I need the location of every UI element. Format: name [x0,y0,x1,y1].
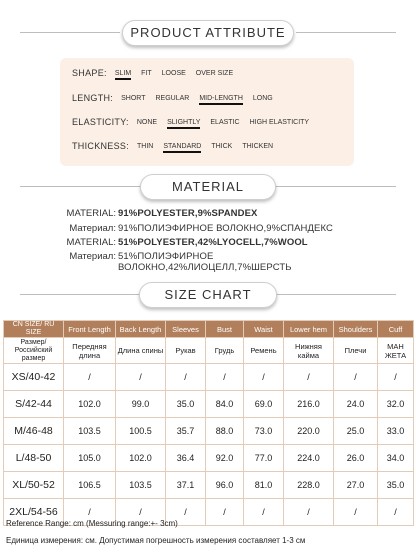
table-cell: 220.0 [284,418,334,445]
attribute-option: FIT [141,69,152,77]
table-cell: 103.5 [116,472,166,499]
material-value: 51%POLYESTER,42%LYOCELL,7%WOOL [118,237,308,248]
attribute-row-shape [72,68,243,78]
material-key: Материал: [69,251,116,262]
table-cell: 33.0 [378,418,414,445]
footer-reference-range-ru: Единица измерения: см. Допустимая погрешность измерения составляет 1-3 см [6,536,306,545]
header-cell: Передняя длина [64,338,116,364]
attribute-option: OVER SIZE [195,69,234,77]
table-cell: 34.0 [378,445,414,472]
header-cell: Ремень [244,338,284,364]
table-cell: / [116,364,166,391]
material-value: 91%ПОЛИЭФИРНОЕ ВОЛОКНО,9%СПАНДЕКС [118,223,333,234]
table-cell: 92.0 [206,445,244,472]
attribute-label: THICKNESS: [72,141,130,151]
attribute-option-selected: MID-LENGTH [199,94,243,102]
table-cell: 102.0 [64,391,116,418]
attribute-label: ELASTICITY: [72,117,129,127]
table-cell: 81.0 [244,472,284,499]
table-cell: 99.0 [116,391,166,418]
table-cell: 224.0 [284,445,334,472]
material-value: 51%ПОЛИЭФИРНОЕ ВОЛОКНО,42%ЛИОЦЕЛЛ,7%ШЕРСТЬ [118,251,292,273]
divider-line [276,186,396,187]
table-cell: / [244,499,284,526]
header-cell: Рукав [166,338,206,364]
divider-line [20,32,120,33]
material-key: MATERIAL: [66,237,116,248]
table-cell: 35.0 [378,472,414,499]
table-cell: / [64,364,116,391]
table-row [4,472,414,499]
attribute-label: LENGTH: [72,93,114,103]
table-cell: 103.5 [64,418,116,445]
table-cell: 100.5 [116,418,166,445]
table-row [4,364,414,391]
header-cell: Нижняя кайма [284,338,334,364]
header-cell: Front Length [64,321,116,338]
divider-line [20,294,140,295]
table-cell: 216.0 [284,391,334,418]
attribute-option: NONE [136,118,158,126]
table-row [4,391,414,418]
header-cell: Bust [206,321,244,338]
table-cell: / [378,499,414,526]
material-key: Материал: [69,223,116,234]
material-value: 91%POLYESTER,9%SPANDEX [118,208,258,219]
table-cell: / [206,499,244,526]
table-row [4,445,414,472]
attribute-option: SHORT [121,94,146,102]
table-cell: 73.0 [244,418,284,445]
attribute-row-elasticity [72,117,319,127]
attribute-panel [60,58,354,166]
header-cell: Cuff [378,321,414,338]
divider-line [276,294,396,295]
table-cell: 36.4 [166,445,206,472]
attribute-option: REGULAR [155,94,190,102]
table-cell: 26.0 [334,445,378,472]
table-cell: L/48-50 [4,445,64,472]
table-cell: / [206,364,244,391]
material-title: MATERIAL [140,174,276,200]
table-cell: XL/50-52 [4,472,64,499]
table-cell: / [166,499,206,526]
header-cell: Грудь [206,338,244,364]
table-cell: 96.0 [206,472,244,499]
table-cell: 25.0 [334,418,378,445]
table-cell: 105.0 [64,445,116,472]
table-cell: 2XL/54-56 [4,499,64,526]
attribute-option-selected: STANDARD [163,142,202,150]
attribute-label: SHAPE: [72,68,107,78]
table-header-ru [4,338,414,364]
table-cell: 27.0 [334,472,378,499]
header-cell: Shoulders [334,321,378,338]
attribute-option-selected: SLIGHTLY [167,118,201,126]
table-cell: 84.0 [206,391,244,418]
attribute-option: THICK [211,142,233,150]
table-cell: 24.0 [334,391,378,418]
attribute-option: HIGH ELASTICITY [249,118,310,126]
table-cell: / [284,499,334,526]
table-cell: 102.0 [116,445,166,472]
divider-line [20,186,140,187]
header-cell: Back Length [116,321,166,338]
attribute-option: LOOSE [161,69,186,77]
table-cell: / [284,364,334,391]
header-cell: CN SIZE/ RU SIZE [4,321,64,338]
header-cell: Lower hem [284,321,334,338]
footer-reference-range: Reference Range: cm (Messuring range:+- 3cm) [6,519,178,528]
size-chart-title: SIZE CHART [139,282,277,308]
material-key: MATERIAL: [66,208,116,219]
table-cell: 32.0 [378,391,414,418]
attribute-option: ELASTIC [210,118,240,126]
attribute-row-thickness [72,141,283,151]
header-cell: Sleeves [166,321,206,338]
table-cell: / [166,364,206,391]
table-cell: / [244,364,284,391]
table-cell: 37.1 [166,472,206,499]
table-cell: 228.0 [284,472,334,499]
table-cell: 35.7 [166,418,206,445]
attribute-option: THICKEN [242,142,274,150]
header-cell: МАН ЖЕТА [378,338,414,364]
table-cell: / [116,499,166,526]
attribute-row-length [72,93,283,103]
header-cell: Waist [244,321,284,338]
table-header-en [4,321,414,338]
table-cell: / [334,364,378,391]
table-cell: XS/40-42 [4,364,64,391]
header-cell: Размер/ Российский размер [4,338,64,364]
attribute-option: LONG [252,94,273,102]
table-cell: M/46-48 [4,418,64,445]
table-cell: S/42-44 [4,391,64,418]
table-cell: / [334,499,378,526]
divider-line [296,32,396,33]
table-cell: 69.0 [244,391,284,418]
table-cell: 106.5 [64,472,116,499]
attribute-option: THIN [137,142,154,150]
table-cell: 88.0 [206,418,244,445]
table-cell: / [378,364,414,391]
header-cell: Длина спины [116,338,166,364]
table-cell: 35.0 [166,391,206,418]
table-cell: 77.0 [244,445,284,472]
table-cell: / [64,499,116,526]
header-cell: Плечи [334,338,378,364]
product-attribute-title: PRODUCT ATTRIBUTE [122,20,294,46]
attribute-option-selected: SLIM [114,69,132,77]
size-chart-table [3,320,414,526]
table-row [4,418,414,445]
